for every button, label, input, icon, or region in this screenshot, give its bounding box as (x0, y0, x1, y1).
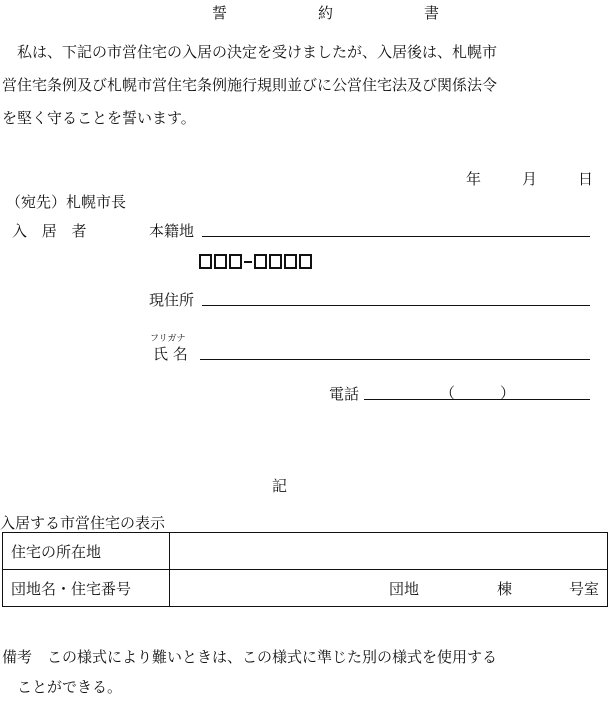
remark-line-2: ことができる。 (2, 678, 123, 696)
housing-table (2, 532, 608, 607)
furigana-label: フリガナ (150, 334, 186, 344)
date-day: 日 (578, 170, 594, 188)
denwa-label: 電話 (329, 385, 360, 403)
postal-box (269, 254, 282, 269)
shimei-label: 氏 名 (153, 345, 188, 363)
remark-line-1: 備考 この様式により難いときは、この様式に準じた別の様式を使用する (2, 648, 498, 666)
date-line (466, 168, 593, 189)
remark (2, 642, 608, 702)
postal-dash (244, 261, 252, 263)
goshitsu-label: 号室 (568, 579, 599, 598)
postal-box (199, 254, 212, 269)
danchi-number-cell[interactable] (170, 570, 608, 607)
date-month: 月 (522, 170, 538, 188)
postal-box (299, 254, 312, 269)
genjusho-line[interactable] (202, 287, 590, 306)
table-row (3, 570, 608, 607)
shimei-line[interactable] (200, 341, 590, 360)
table-caption: 入居する市営住宅の表示 (0, 514, 166, 532)
danchi-number-header: 団地名・住宅番号 (3, 570, 170, 607)
pledge-line-2: 営住宅条例及び札幌市営住宅条例施行規則並びに公営住宅法及び関係法令 (2, 76, 498, 94)
table-row (3, 533, 608, 570)
document-title: 誓 約 書 (212, 4, 478, 22)
postal-code-boxes[interactable] (199, 254, 314, 269)
location-header: 住宅の所在地 (3, 533, 170, 570)
honseki-line[interactable] (202, 218, 590, 237)
resident-label: 入 居 者 (12, 222, 92, 240)
tou-label: 棟 (496, 579, 512, 598)
postal-box (254, 254, 267, 269)
date-year: 年 (466, 170, 482, 188)
addressee: （宛先）札幌市長 (6, 193, 127, 211)
postal-box (284, 254, 297, 269)
pledge-body (2, 36, 606, 135)
location-cell[interactable] (170, 533, 608, 570)
ki-heading: 記 (272, 477, 288, 495)
phone-area-code: （ ） (440, 384, 516, 402)
pledge-line-3: を堅く守ることを誓います。 (2, 109, 196, 127)
danchi-label: 団地 (388, 579, 419, 598)
pledge-line-1: 私は、下記の市営住宅の入居の決定を受けましたが、入居後は、札幌市 (2, 43, 498, 61)
genjusho-label: 現住所 (149, 291, 195, 309)
postal-box (214, 254, 227, 269)
postal-box (229, 254, 242, 269)
honseki-label: 本籍地 (149, 222, 195, 240)
